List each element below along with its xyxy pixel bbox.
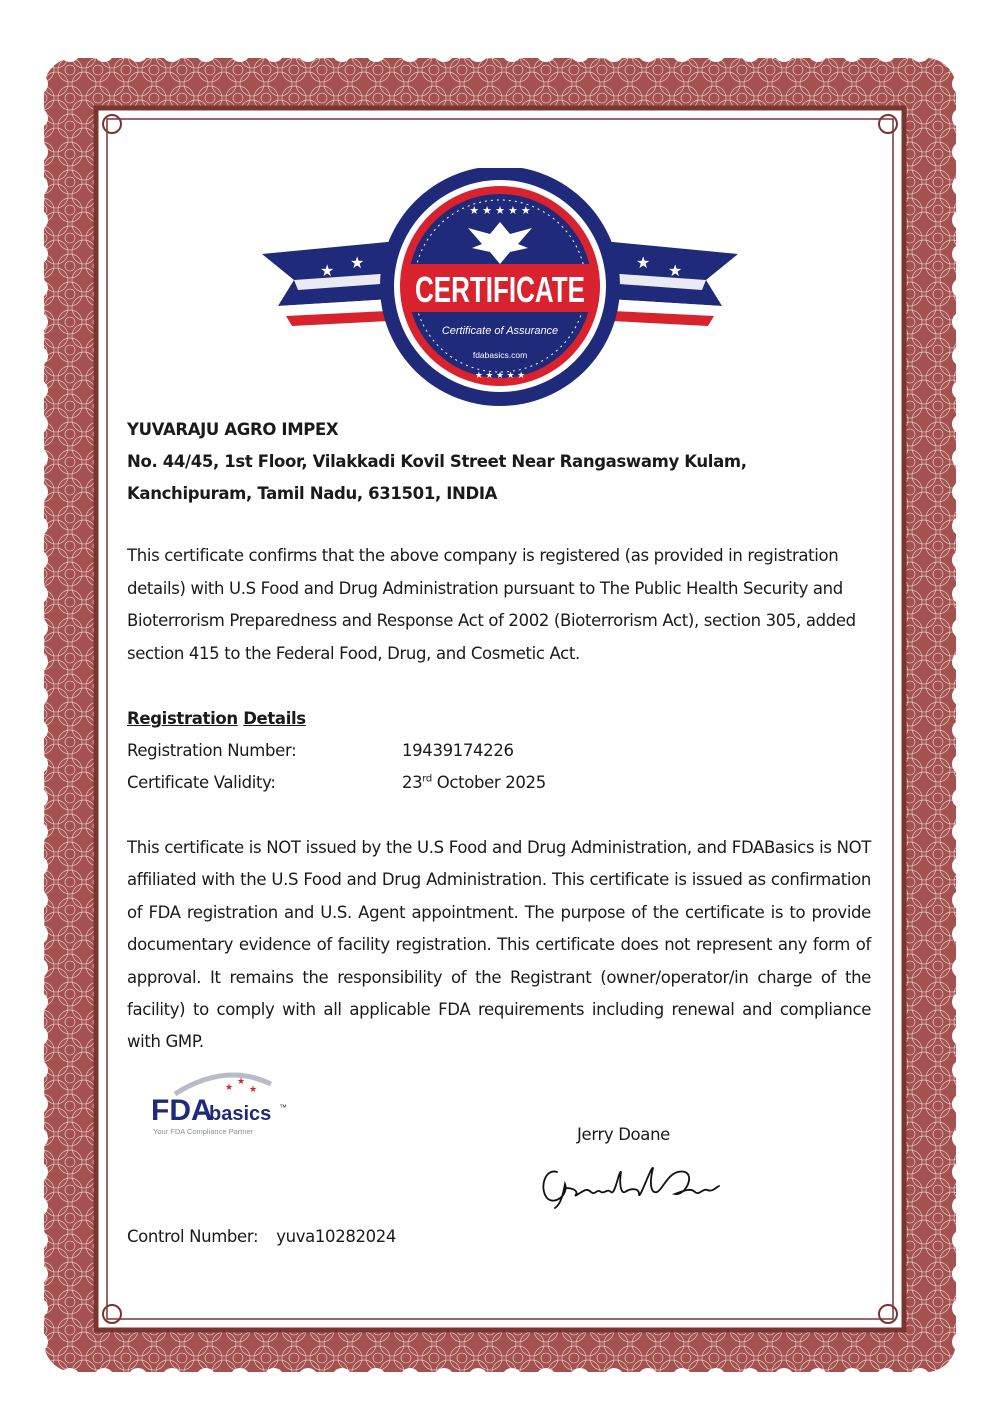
svg-text:★: ★ xyxy=(249,1084,258,1094)
validity-day-suffix: rd xyxy=(422,773,432,785)
control-number-label: Control Number: xyxy=(127,1227,259,1246)
certificate-validity-row xyxy=(127,768,727,798)
control-number-value: yuva10282024 xyxy=(276,1227,397,1246)
certificate-badge xyxy=(258,168,742,408)
signature-image xyxy=(535,1158,720,1210)
company-block xyxy=(127,414,871,510)
logo-basics-text: basics xyxy=(209,1103,272,1125)
disclaimer-paragraph: This certificate is NOT issued by the U.S Food and Drug Administration, and FDABasics is NOT affiliated with the U.S Food and Drug Administration. This certificate is issued as confirmation of FDA registration and U.S. Agent appointment. The purpose of the certificate is to provide documentary evidence of facility registration. This certificate does not represent any form of approval. It remains the responsibility of the Registrant (owner/operator/in charge of the facility) to comply with all applicable FDA requirements including renewal and compliance with GMP. xyxy=(127,838,871,1052)
registration-heading xyxy=(127,704,871,734)
seal xyxy=(380,168,620,406)
control-number xyxy=(127,1222,871,1252)
badge-subtitle: Certificate of Assurance xyxy=(441,325,559,337)
registration-number-label: Registration Number: xyxy=(127,741,297,760)
badge-title: CERTIFICATE xyxy=(415,269,585,310)
validity-month-year: October 2025 xyxy=(431,773,546,792)
svg-text:★: ★ xyxy=(636,255,651,272)
signer-name: Jerry Doane xyxy=(577,1125,670,1144)
logo-tm: ™ xyxy=(279,1103,287,1112)
logo-fda-text: FDA xyxy=(151,1094,213,1127)
registration-heading-word2: Details xyxy=(243,709,306,728)
validity-day: 23 xyxy=(402,773,423,792)
registration-heading-word1: Registration xyxy=(127,709,238,728)
certificate-validity-label: Certificate Validity: xyxy=(127,773,276,792)
logo-tagline: Your FDA Compliance Partner xyxy=(153,1127,254,1136)
registration-number-row xyxy=(127,736,727,766)
svg-text:★ ★ ★ ★ ★: ★ ★ ★ ★ ★ xyxy=(474,370,526,380)
svg-text:★: ★ xyxy=(225,1082,234,1092)
svg-text:★ ★ ★ ★ ★: ★ ★ ★ ★ ★ xyxy=(469,205,531,217)
badge-site: fdabasics.com xyxy=(472,350,528,360)
company-name: YUVARAJU AGRO IMPEX xyxy=(127,420,339,439)
svg-text:★: ★ xyxy=(668,263,683,280)
fdabasics-logo xyxy=(145,1068,295,1140)
intro-paragraph: This certificate confirms that the above company is registered (as provided in registration details) with U.S Food and Drug Administration pursuant to The Public Health Security and Bioterrorism Preparedness and Response Act of 2002 (Bioterrorism Act), section 305, added section 415 to the Federal Food, Drug, and Cosmetic Act. xyxy=(127,546,856,663)
address-line-2: Kanchipuram, Tamil Nadu, 631501, INDIA xyxy=(127,484,498,503)
address-line-1: No. 44/45, 1st Floor, Vilakkadi Kovil Street Near Rangaswamy Kulam, xyxy=(127,452,747,471)
svg-text:★: ★ xyxy=(350,255,365,272)
registration-number-value: 19439174226 xyxy=(402,741,514,760)
svg-text:★: ★ xyxy=(237,1076,246,1086)
svg-text:★: ★ xyxy=(320,263,335,280)
